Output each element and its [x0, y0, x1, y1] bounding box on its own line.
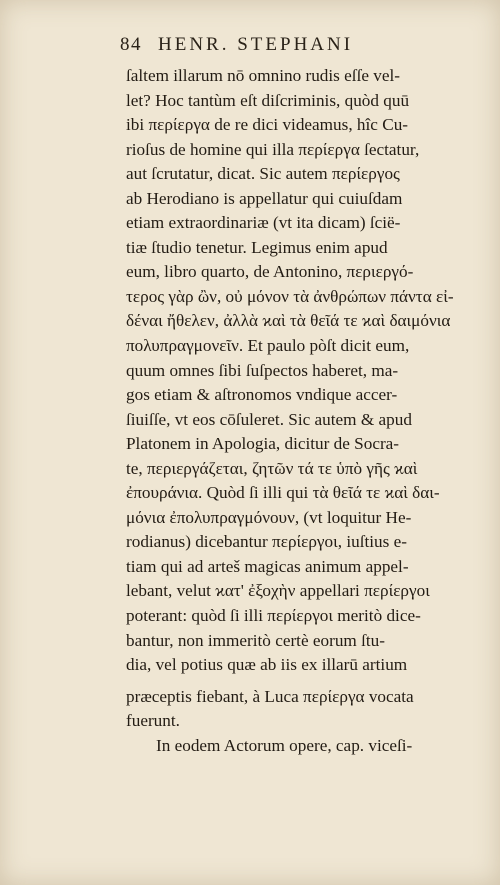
- paragraph-first-line: In eodem Actorum opere, cap. viceſi-: [156, 735, 413, 755]
- text-line: tiæ ſtudio tenetur. Legimus enim apud: [126, 237, 388, 257]
- text-line: quum omnes ſibi ſuſpectos haberet, ma-: [126, 360, 399, 380]
- text-line: ab Herodiano is appellatur qui cuiuſdam: [126, 188, 403, 208]
- text-line: ſiuiſſe, vt eos cōſuleret. Sic autem & apud: [126, 409, 412, 429]
- text-line: fuerunt.: [126, 711, 180, 731]
- text-line: poterant: quòd ſi illi περίεργοι meritò dice-: [126, 606, 421, 626]
- text-line: eum, libro quarto, de Antonino, περιεργό-: [126, 262, 414, 282]
- page-number: 84: [120, 34, 142, 55]
- text-line: Platonem in Apologia, dicitur de Socra-: [126, 434, 400, 454]
- text-line: let? Hoc tantùm eſt diſcriminis, quòd quū: [126, 90, 410, 110]
- page-header: [120, 34, 465, 58]
- text-line: ſaltem illarum nō omnino rudis eſſe vel-: [126, 66, 400, 85]
- text-line: lebant, velut ϰατ' ἐξοχὴν appellari περίεργοι: [126, 581, 430, 601]
- text-line: πολυπραγμονεῖν. Et paulo pòſt dicit eum,: [126, 336, 410, 356]
- text-line: rodianus) dicebantur περίεργοι, iuſtius e-: [126, 532, 407, 552]
- text-line: etiam extraordinariæ (vt ita dicam) ſcië-: [126, 213, 401, 233]
- text-line: aut ſcrutatur, dicat. Sic autem περίεργος: [126, 164, 400, 184]
- text-line: tiam qui ad arteš magicas animum appel-: [126, 556, 409, 576]
- text-line: gos etiam & aſtronomos vndique accer-: [126, 385, 398, 405]
- text-block: [126, 64, 460, 758]
- text-line: bantur, non immeritò certè eorum ſtu-: [126, 630, 385, 650]
- text-line: rioſus de homine qui illa περίεργα ſectatur,: [126, 139, 420, 159]
- text-line: ibi περίεργα de re dici videamus, hîc Cu-: [126, 115, 409, 135]
- text-line: μόνια ἐπολυπραγμόνουν, (vt loquitur He-: [126, 507, 412, 527]
- text-line: te, περιεργάζεται, ζητῶν τά τε ὑπὸ γῆς ϰαὶ: [126, 458, 418, 478]
- text-line: τερος γὰρ ὢν, οὐ μόνον τὰ ἀνθρώπων πάντα εἰ-: [126, 286, 454, 306]
- text-line: dia, vel potius quæ ab iis ex illarū artium: [126, 655, 408, 675]
- running-title: HENR. STEPHANI: [158, 34, 354, 55]
- text-line: ἐπουράνια. Quòd ſi illi qui τὰ θεῖά τε ϰαὶ δαι-: [126, 483, 440, 503]
- text-line: præceptis fiebant, à Luca περίεργα vocata: [126, 686, 414, 706]
- text-line: δέναι ἤθελεν, ἀλλὰ ϰαὶ τὰ θεῖά τε ϰαὶ δαιμόνια: [126, 311, 451, 331]
